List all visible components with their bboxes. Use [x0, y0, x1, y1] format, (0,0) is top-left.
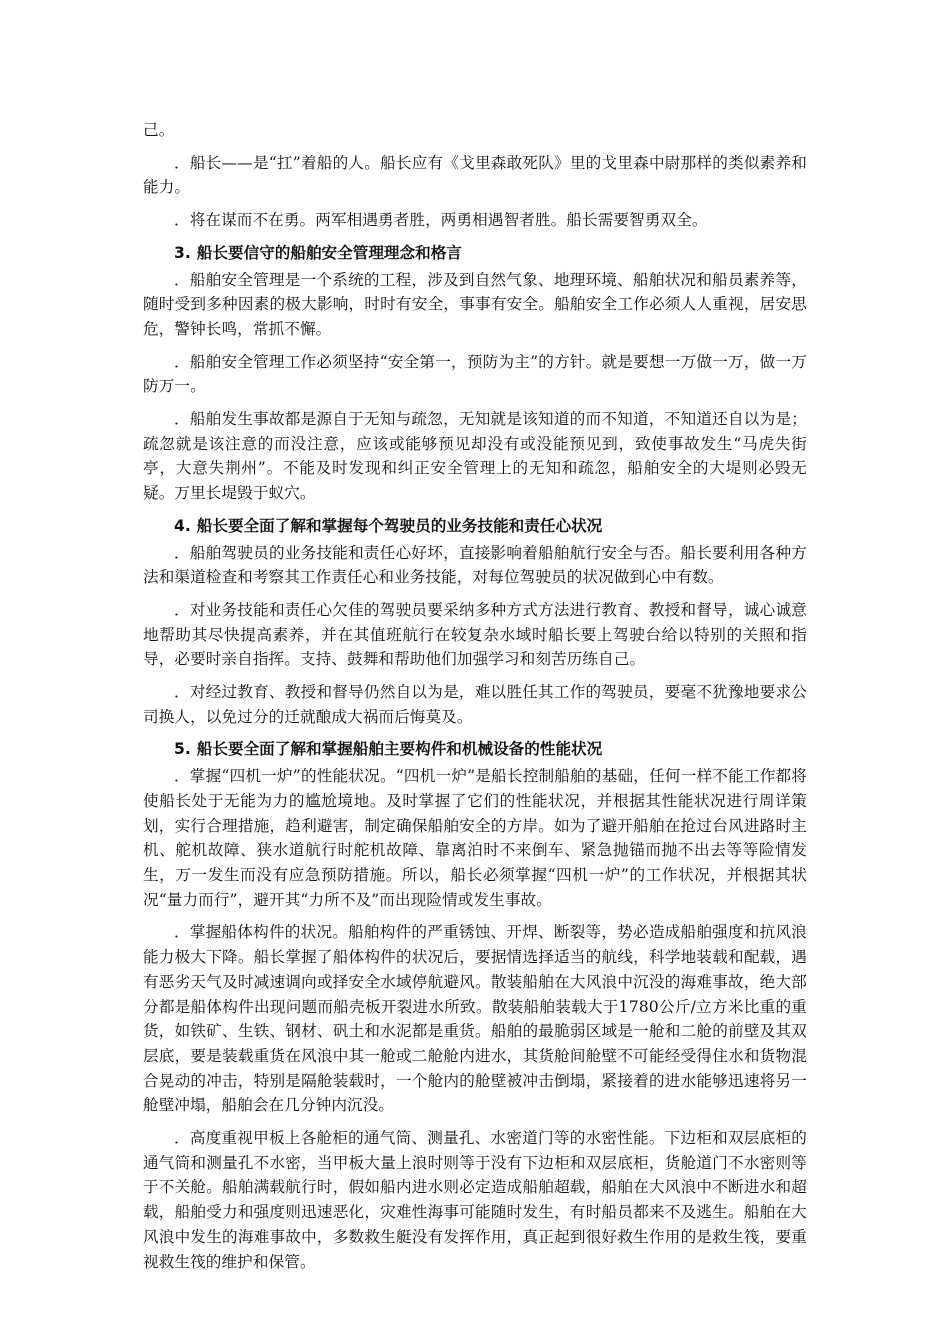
paragraph: ．船长——是“扛”着船的人。船长应有《戈里森敢死队》里的戈里森中尉那样的类似素养和能力。	[143, 153, 807, 197]
paragraph: ．船舶驾驶员的业务技能和责任心好坏，直接影响着船舶航行安全与否。船长要利用各种方法和渠道检查和考察其工作责任心和业务技能，对每位驾驶员的状况做到心中有数。	[143, 543, 807, 587]
paragraph: ．掌握“四机一炉”的性能状况。“四机一炉”是船长控制船舶的基础，任何一样不能工作都将使船长处于无能为力的尴尬境地。及时掌握了它们的性能状况，并根据其性能状况进行周详策划，实行合理措施，趋利避害，制定确保船舶安全的方岸。如为了避开船舶在抢过台风进路时主机、舵机故障、狭水道航行时舵机故障、靠离泊时不来倒车、紧急抛锚而抛不出去等等险情发生，万一发生而没有应急预防措施。所以，船长必须掌握“四机一炉”的工作状况，并根据其状况“量力而行”，避开其“力所不及”而出现险情或发生事故。	[143, 767, 807, 909]
paragraph: 己。	[143, 121, 175, 139]
paragraph: ．船舶发生事故都是源自于无知与疏忽，无知就是该知道的而不知道，不知道还自以为是；疏忽就是该注意的而没注意，应该或能够预见却没有或没能预见到，致使事故发生“马虎失街亭，大意失荆州”。不能及时发现和纠正安全管理上的无知和疏忽，船舶安全的大堤则必毁无疑。万里长堤毁于蚁穴。	[143, 410, 807, 503]
section-title: 船长要全面了解和掌握船舶主要构件和机械设备的性能状况	[196, 740, 603, 759]
paragraph: ．船舶安全管理工作必须坚持“安全第一，预防为主”的方针。就是要想一万做一万，做一万防万一。	[143, 352, 807, 396]
section-title: 船长要全面了解和掌握每个驾驶员的业务技能和责任心状况	[196, 516, 603, 535]
section-number: 5.	[174, 740, 191, 759]
paragraph: ．将在谋而不在勇。两军相遇勇者胜，两勇相遇智者胜。船长需要智勇双全。	[174, 211, 708, 230]
section-number: 4.	[174, 516, 191, 535]
paragraph: ．掌握船体构件的状况。船舶构件的严重锈蚀、开焊、断裂等，势必造成船舶强度和抗风浪能力极大下降。船长掌握了船体构件的状况后，要据情选择适当的航线，科学地装载和配载，遇有恶劣天气及时减速调向或择安全水域停航避风。散装船舶在大风浪中沉没的海难事故，绝大部分都是船体构件出现问题而船壳板开裂进水所致。散装船舶装载大于1780公斤/立方米比重的重货，如铁矿、生铁、钢材、矾土和水泥都是重货。船舶的最脆弱区域是一舱和二舱的前壁及其双层底，要是装载重货在风浪中其一舱或二舱舱内进水，其货舱间舱壁不可能经受得住水和货物混合晃动的冲击，特别是隔舱装载时，一个舱内的舱壁被冲击倒塌，紧接着的进水能够迅速将另一舱壁冲塌，船舶会在几分钟内沉没。	[143, 923, 807, 1115]
section-title: 船长要信守的船舶安全管理理念和格言	[196, 243, 462, 262]
paragraph: ．对业务技能和责任心欠佳的驾驶员要采纳多种方式方法进行教育、教授和督导，诚心诚意地帮助其尽快提高素养，并在其值班航行在较复杂水域时船长要上驾驶台给以特别的关照和指导，必要时亲自指挥。支持、鼓舞和帮助他们加强学习和刻苦历练自己。	[143, 600, 807, 669]
section-heading	[143, 514, 807, 539]
paragraph: ．船舶安全管理是一个系统的工程，涉及到自然气象、地理环境、船舶状况和船员素养等，随时受到多种因素的极大影响，时时有安全，事事有安全。船舶安全工作必须人人重视，居安思危，警钟长鸣，常抓不懈。	[143, 270, 807, 338]
section-number: 3.	[174, 243, 191, 262]
section-heading	[143, 241, 807, 266]
paragraph: ．高度重视甲板上各舱柜的通气筒、测量孔、水密道门等的水密性能。下边柜和双层底柜的通气筒和测量孔不水密，当甲板大量上浪时则等于没有下边柜和双层底柜，货舱道门不水密则等于不关舱。船舶满载航行时，假如船内进水则必定造成船舶超载，船舶在大风浪中不断进水和超载，船舶受力和强度则迅速恶化，灾难性海事可能随时发生，有时船员都来不及逃生。船舶在大风浪中发生的海难事故中，多数救生艇没有发挥作用，真正起到很好救生作用的是救生筏，要重视救生筏的维护和保管。	[143, 1129, 807, 1271]
paragraph: ．对经过教育、教授和督导仍然自以为是，难以胜任其工作的驾驶员，要毫不犹豫地要求公司换人，以免过分的迁就酿成大祸而后悔莫及。	[143, 683, 807, 726]
document-page	[143, 118, 807, 1282]
section-heading	[143, 737, 807, 762]
